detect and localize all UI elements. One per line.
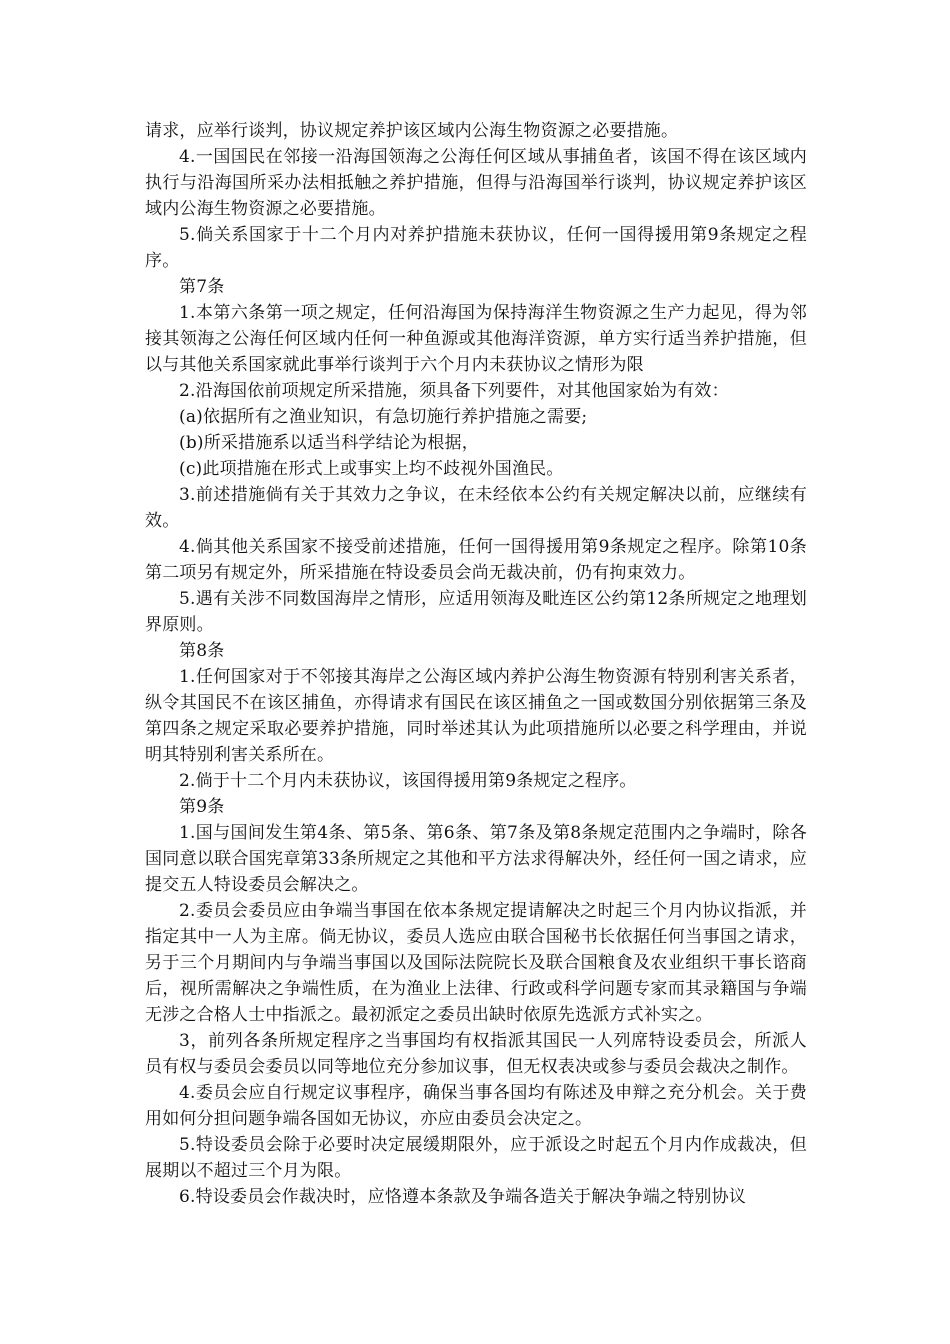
paragraph: 2.沿海国依前项规定所采措施，须具备下列要件，对其他国家始为有效： [179,381,729,401]
paragraph: 1.本第六条第一项之规定，任何沿海国为保持海洋生物资源之生产力起见，得为邻接其领海之公海任何区域内任何一种鱼源或其他海洋资源，单方实行适当养护措施，但以与其他关系国家就此事举行谈判于六个月内未获协议之情形为限 [145,303,807,375]
paragraph: 4.委员会应自行规定议事程序，确保当事各国均有陈述及申辩之充分机会。关于费用如何分担问题争端各国如无协议，亦应由委员会决定之。 [145,1083,807,1129]
paragraph: 5.特设委员会除于必要时决定展缓期限外，应于派设之时起五个月内作成裁决，但展期以不超过三个月为限。 [145,1135,807,1181]
paragraph: 4.倘其他关系国家不接受前述措施，任何一国得援用第9条规定之程序。除第10条第二项另有规定外，所采措施在特设委员会尚无裁决前，仍有拘束效力。 [145,537,807,583]
paragraph: 5.倘关系国家于十二个月内对养护措施未获协议，任何一国得援用第9条规定之程序。 [145,225,807,271]
list-item: (c)此项措施在形式上或事实上均不歧视外国渔民。 [179,459,564,479]
paragraph: 6.特设委员会作裁决时，应恪遵本条款及争端各造关于解决争端之特别协议 [179,1187,747,1207]
paragraph: 3.前述措施倘有关于其效力之争议，在未经依本公约有关规定解决以前，应继续有效。 [145,485,807,531]
paragraph: 1.国与国间发生第4条、第5条、第6条、第7条及第8条规定范围内之争端时，除各国同意以联合国宪章第33条所规定之其他和平方法求得解决外，经任何一国之请求，应提交五人特设委员会解决之。 [145,823,807,895]
article-heading: 第9条 [179,797,225,817]
paragraph-continuation: 请求，应举行谈判，协议规定养护该区域内公海生物资源之必要措施。 [145,121,679,141]
paragraph: 3，前列各条所规定程序之当事国均有权指派其国民一人列席特设委员会，所派人员有权与委员会委员以同等地位充分参加议事，但无权表决或参与委员会裁决之制作。 [145,1031,807,1077]
article-heading: 第7条 [179,277,225,297]
paragraph: 2.委员会委员应由争端当事国在依本条规定提请解决之时起三个月内协议指派，并指定其中一人为主席。倘无协议，委员人选应由联合国秘书长依据任何当事国之请求，另于三个月期间内与争端当事国以及国际法院院长及联合国粮食及农业组织干事长谘商后，视所需解决之争端性质，在为渔业上法律、行政或科学问题专家而其录籍国与争端无涉之合格人士中指派之。最初派定之委员出缺时依原先选派方式补实之。 [145,901,807,1025]
document-page [145,118,807,1210]
paragraph: 4.一国国民在邻接一沿海国领海之公海任何区域从事捕鱼者，该国不得在该区域内执行与沿海国所采办法相抵触之养护措施，但得与沿海国举行谈判，协议规定养护该区域内公海生物资源之必要措施。 [145,147,807,219]
article-heading: 第8条 [179,641,225,661]
paragraph: 5.遇有关涉不同数国海岸之情形，应适用领海及毗连区公约第12条所规定之地理划界原则。 [145,589,807,635]
paragraph: 1.任何国家对于不邻接其海岸之公海区域内养护公海生物资源有特别利害关系者，纵令其国民不在该区捕鱼，亦得请求有国民在该区捕鱼之一国或数国分别依据第三条及第四条之规定采取必要养护措施，同时举述其认为此项措施所以必要之科学理由，并说明其特别利害关系所在。 [145,667,807,765]
list-item: (b)所采措施系以适当科学结论为根据， [179,433,479,453]
list-item: (a)依据所有之渔业知识，有急切施行养护措施之需要; [179,407,588,427]
paragraph: 2.倘于十二个月内未获协议，该国得援用第9条规定之程序。 [179,771,637,791]
